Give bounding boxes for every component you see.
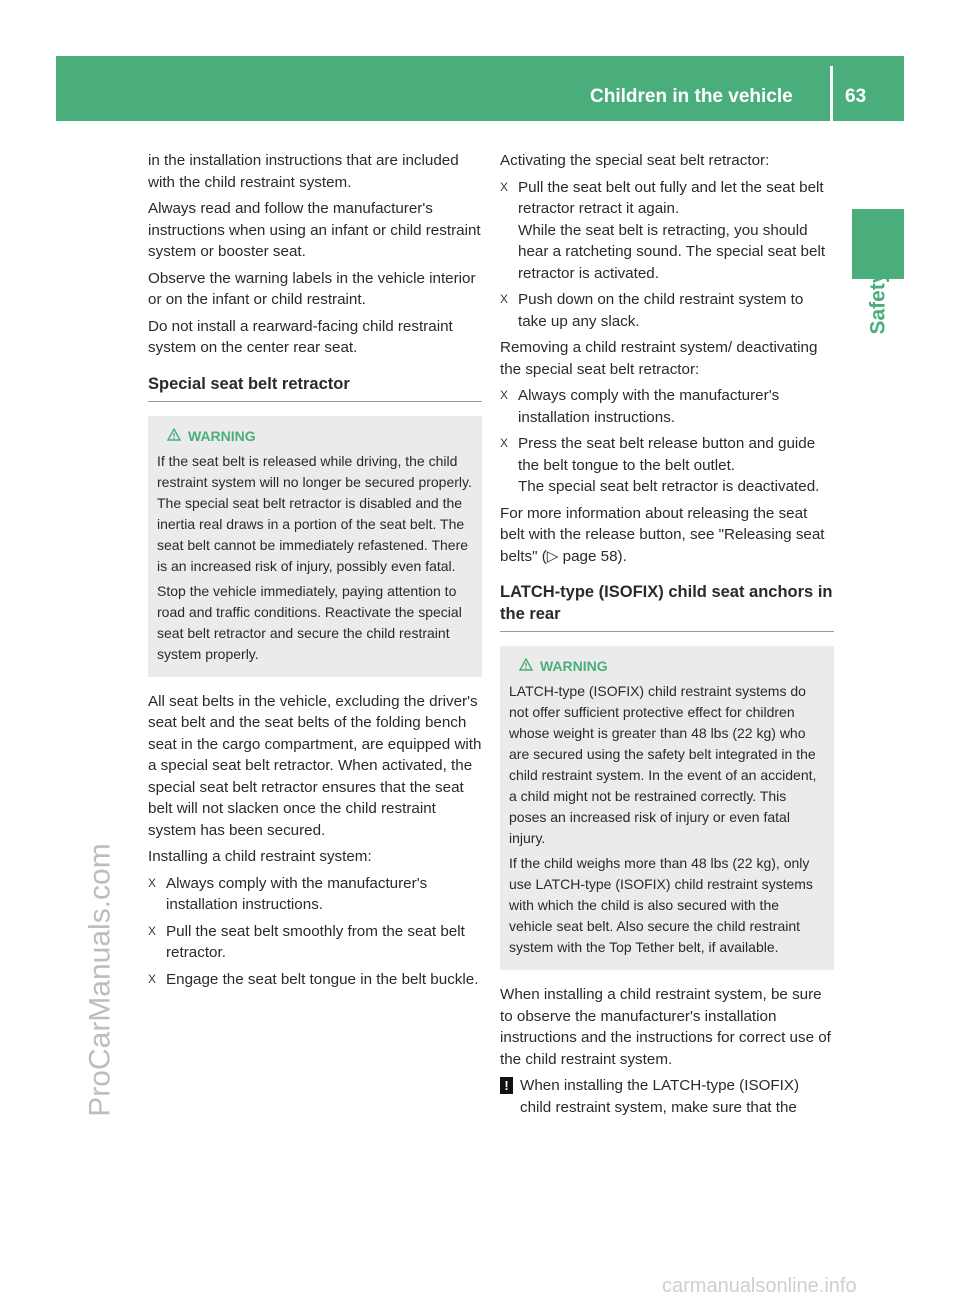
procedure-step: [500, 289, 834, 332]
procedure-intro: Removing a child restraint system/ deactivating the special seat belt retractor:: [500, 339, 818, 378]
note-text: When installing the LATCH-type (ISOFIX) child restraint system, make sure that the: [520, 1077, 800, 1116]
paragraph: Do not install a rearward-facing child restraint system on the center rear seat.: [148, 317, 453, 356]
step-text: Always comply with the manufacturer's installation instructions.: [518, 387, 780, 426]
page-reference-link[interactable]: page 58).: [558, 547, 627, 565]
step-arrow-icon: X: [500, 179, 509, 194]
procedure-intro: Activating the special seat belt retractor:: [500, 152, 770, 169]
paragraph: Always read and follow the manufacturer's instructions when using an infant or child restraint system or booster seat.: [148, 200, 481, 260]
warning-text: If the child weighs more than 48 lbs (22 kg), only use LATCH-type (ISOFIX) child restraint systems with which the child is also secured with the vehicle seat belt. Also secure the child restraint system with the Top Tether belt, if available.: [509, 855, 813, 955]
page-reference-arrow-icon: ▷: [546, 547, 559, 565]
chapter-title: Children in the vehicle: [590, 86, 793, 107]
header-divider: [830, 66, 833, 121]
step-text: Engage the seat belt tongue in the belt buckle.: [166, 970, 479, 988]
note: [500, 1075, 834, 1118]
step-arrow-icon: X: [500, 436, 509, 450]
watermark-left: ProCarManuals.com: [83, 843, 117, 1117]
procedure-intro: Installing a child restraint system:: [148, 848, 372, 865]
warning-label: WARNING: [540, 658, 608, 674]
warning-text: Stop the vehicle immediately, paying attention to road and traffic conditions. Reactivate the special seat belt retractor and secure the child restraint system properly.: [157, 582, 462, 662]
section-tab-label: Safety: [866, 271, 890, 335]
step-arrow-icon: X: [148, 875, 157, 890]
page-number: 63: [845, 86, 867, 107]
warning-box: [500, 646, 834, 970]
section-heading: Special seat belt retractor: [148, 373, 482, 402]
step-text: Push down on the child restraint system to take up any slack.: [518, 291, 804, 330]
section-heading: LATCH-type (ISOFIX) child seat anchors in the rear: [500, 581, 834, 632]
warning-triangle-icon: [167, 426, 181, 447]
warning-triangle-icon: [519, 656, 533, 677]
more-info-text: For more information about releasing the seat belt with the release button, see "Releasing seat belts" (: [500, 504, 825, 565]
warning-text: LATCH-type (ISOFIX) child restraint systems do not offer sufficient protective effect for children whose weight is greater than 48 lbs (22 kg) who are secured using the safety belt integrated in the child restraint system. In the event of an accident, a child might not be restrained correctly. This poses an increased risk of injury or even fatal injury.: [509, 683, 817, 846]
step-result: While the seat belt is retracting, you should hear a ratcheting sound. The special seat belt retractor is activated.: [518, 221, 826, 282]
step-text: Always comply with the manufacturer's installation instructions.: [166, 874, 428, 913]
warning-label: WARNING: [188, 427, 256, 444]
step-arrow-icon: X: [500, 388, 509, 402]
procedure-step: [500, 433, 834, 498]
procedure-step: [500, 385, 834, 428]
warning-text: If the seat belt is released while driving, the child restraint system will no longer be secured properly. The special seat belt retractor is disabled and the inertia real draws in a portion of the seat belt. The seat belt cannot be immediately refastened. There is an increased risk of injury, possibly even fatal.: [157, 452, 472, 574]
warning-header: [519, 656, 826, 677]
step-arrow-icon: X: [148, 923, 157, 938]
paragraph: When installing a child restraint system, be sure to observe the manufacturer's installation instructions and the instructions for correct use of the child restraint system.: [500, 986, 831, 1068]
right-column: [500, 150, 834, 1118]
paragraph: All seat belts in the vehicle, excluding the driver's seat belt and the seat belts of the folding bench seat in the cargo compartment, are equipped with a special seat belt retractor. When activated, the special seat belt retractor ensures that the seat belt will not slacken once the child restraint system has been secured.: [148, 692, 482, 839]
step-result: The special seat belt retractor is deactivated.: [518, 478, 820, 495]
exclamation-icon: !: [500, 1077, 513, 1094]
step-text: Pull the seat belt out fully and let the seat belt retractor retract it again.: [518, 178, 824, 217]
watermark-bottom: carmanualsonline.info: [662, 1275, 857, 1297]
procedure-step: [148, 873, 482, 916]
step-text: Pull the seat belt smoothly from the seat belt retractor.: [166, 922, 465, 961]
warning-box: [148, 416, 482, 677]
left-column: [148, 150, 482, 995]
paragraph: [500, 503, 834, 568]
step-text: Press the seat belt release button and guide the belt tongue to the belt outlet.: [518, 435, 816, 474]
procedure-step: [500, 177, 834, 285]
paragraph: in the installation instructions that are included with the child restraint system.: [148, 152, 459, 191]
paragraph: Observe the warning labels in the vehicle interior or on the infant or child restraint.: [148, 269, 476, 308]
section-tab-marker: [852, 209, 904, 279]
procedure-step: [148, 921, 482, 964]
step-arrow-icon: X: [500, 292, 509, 306]
procedure-step: [148, 969, 482, 991]
warning-header: [167, 426, 474, 447]
step-arrow-icon: X: [148, 971, 157, 986]
